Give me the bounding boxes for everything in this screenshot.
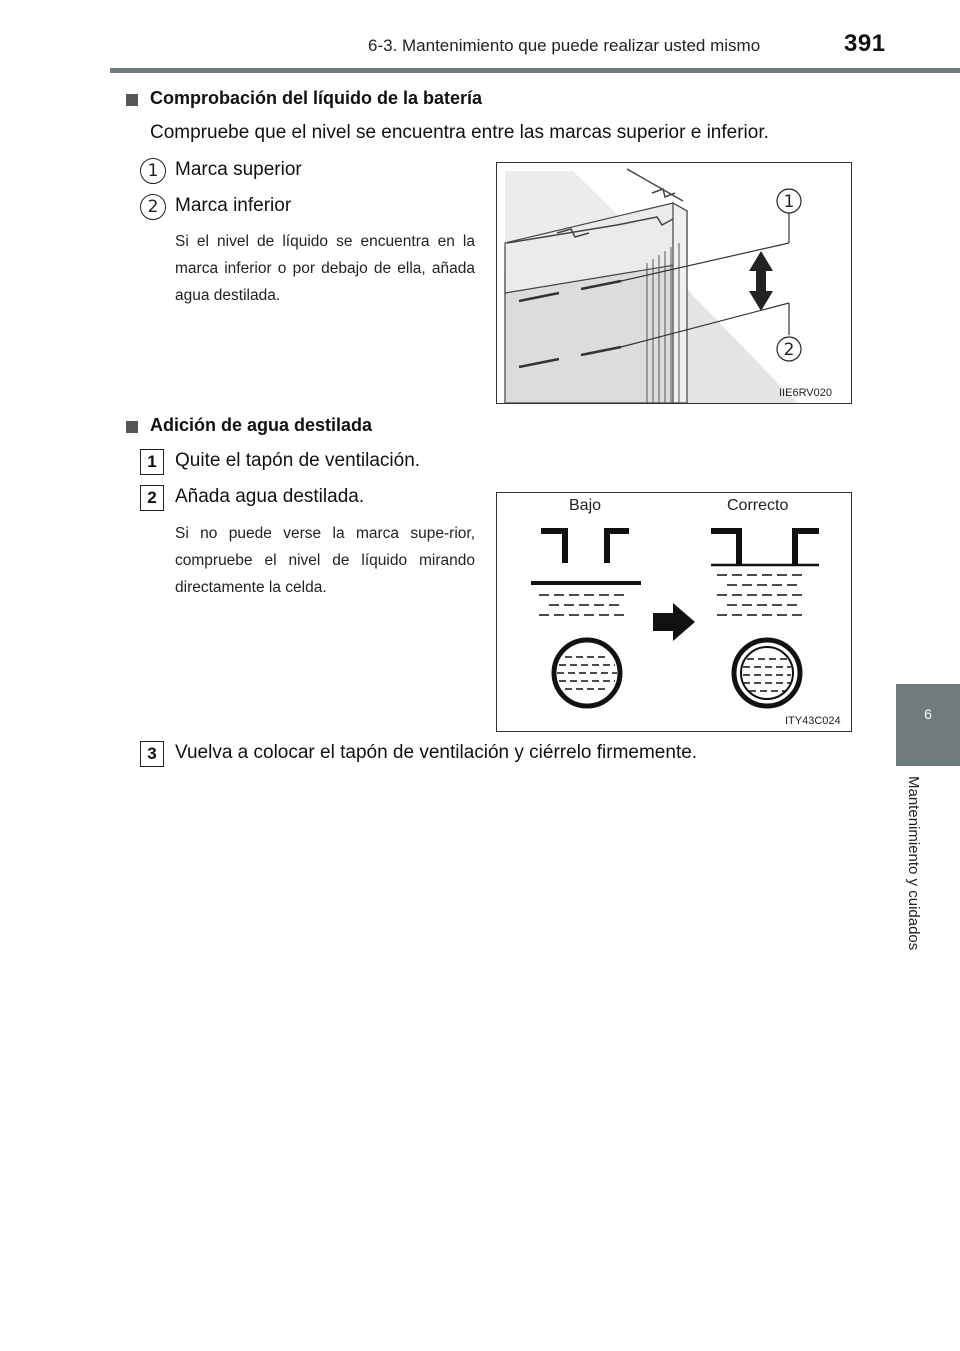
step-number-3: 3	[140, 741, 164, 767]
section-intro: Compruebe que el nivel se encuentra entre las marcas superior e inferior.	[150, 122, 769, 143]
chapter-number: 6	[924, 706, 932, 722]
battery-fluid-note: Si el nivel de líquido se encuentra en la marca inferior o por debajo de ella, añada agua destilada.	[175, 233, 475, 304]
add-water-note: Si no puede verse la marca supe-rior, compruebe el nivel de líquido mirando directamente la celda.	[175, 525, 475, 596]
callout-2: 2	[783, 340, 795, 360]
heading-bullet	[126, 94, 138, 106]
item-number-1: 1	[140, 158, 166, 184]
fill-level-figure	[496, 492, 852, 732]
battery-level-illustration	[497, 163, 851, 403]
chapter-label: Mantenimiento y cuidados	[905, 776, 922, 951]
chapter-tab	[896, 684, 960, 766]
step-number-2: 2	[140, 485, 164, 511]
section-heading-add-water: Adición de agua destilada	[150, 415, 373, 435]
battery-level-figure	[496, 162, 852, 404]
step-1-text: Quite el tapón de ventilación.	[175, 450, 421, 471]
item-label-lower-mark: Marca inferior	[175, 195, 292, 216]
figure-code-2: ITY43C024	[785, 715, 841, 727]
step-2-text: Añada agua destilada.	[175, 486, 365, 507]
step-number-1: 1	[140, 449, 164, 475]
header-rule	[110, 68, 960, 73]
item-number-2: 2	[140, 194, 166, 220]
chapter-label-wrap	[905, 776, 942, 996]
step-3-text: Vuelva a colocar el tapón de ventilación y ciérrelo firmemente.	[175, 742, 698, 763]
item-label-upper-mark: Marca superior	[175, 159, 302, 180]
label-correct: Correcto	[727, 497, 789, 514]
callout-1: 1	[783, 192, 795, 212]
page-number: 391	[844, 30, 886, 57]
section-heading-battery-fluid: Comprobación del líquido de la batería	[150, 88, 483, 108]
figure-code-1: IIE6RV020	[779, 387, 833, 399]
label-low: Bajo	[569, 497, 602, 514]
fill-level-illustration	[497, 493, 851, 731]
heading-bullet	[126, 421, 138, 433]
header-section-title: 6-3. Mantenimiento que puede realizar usted mismo	[368, 36, 761, 55]
